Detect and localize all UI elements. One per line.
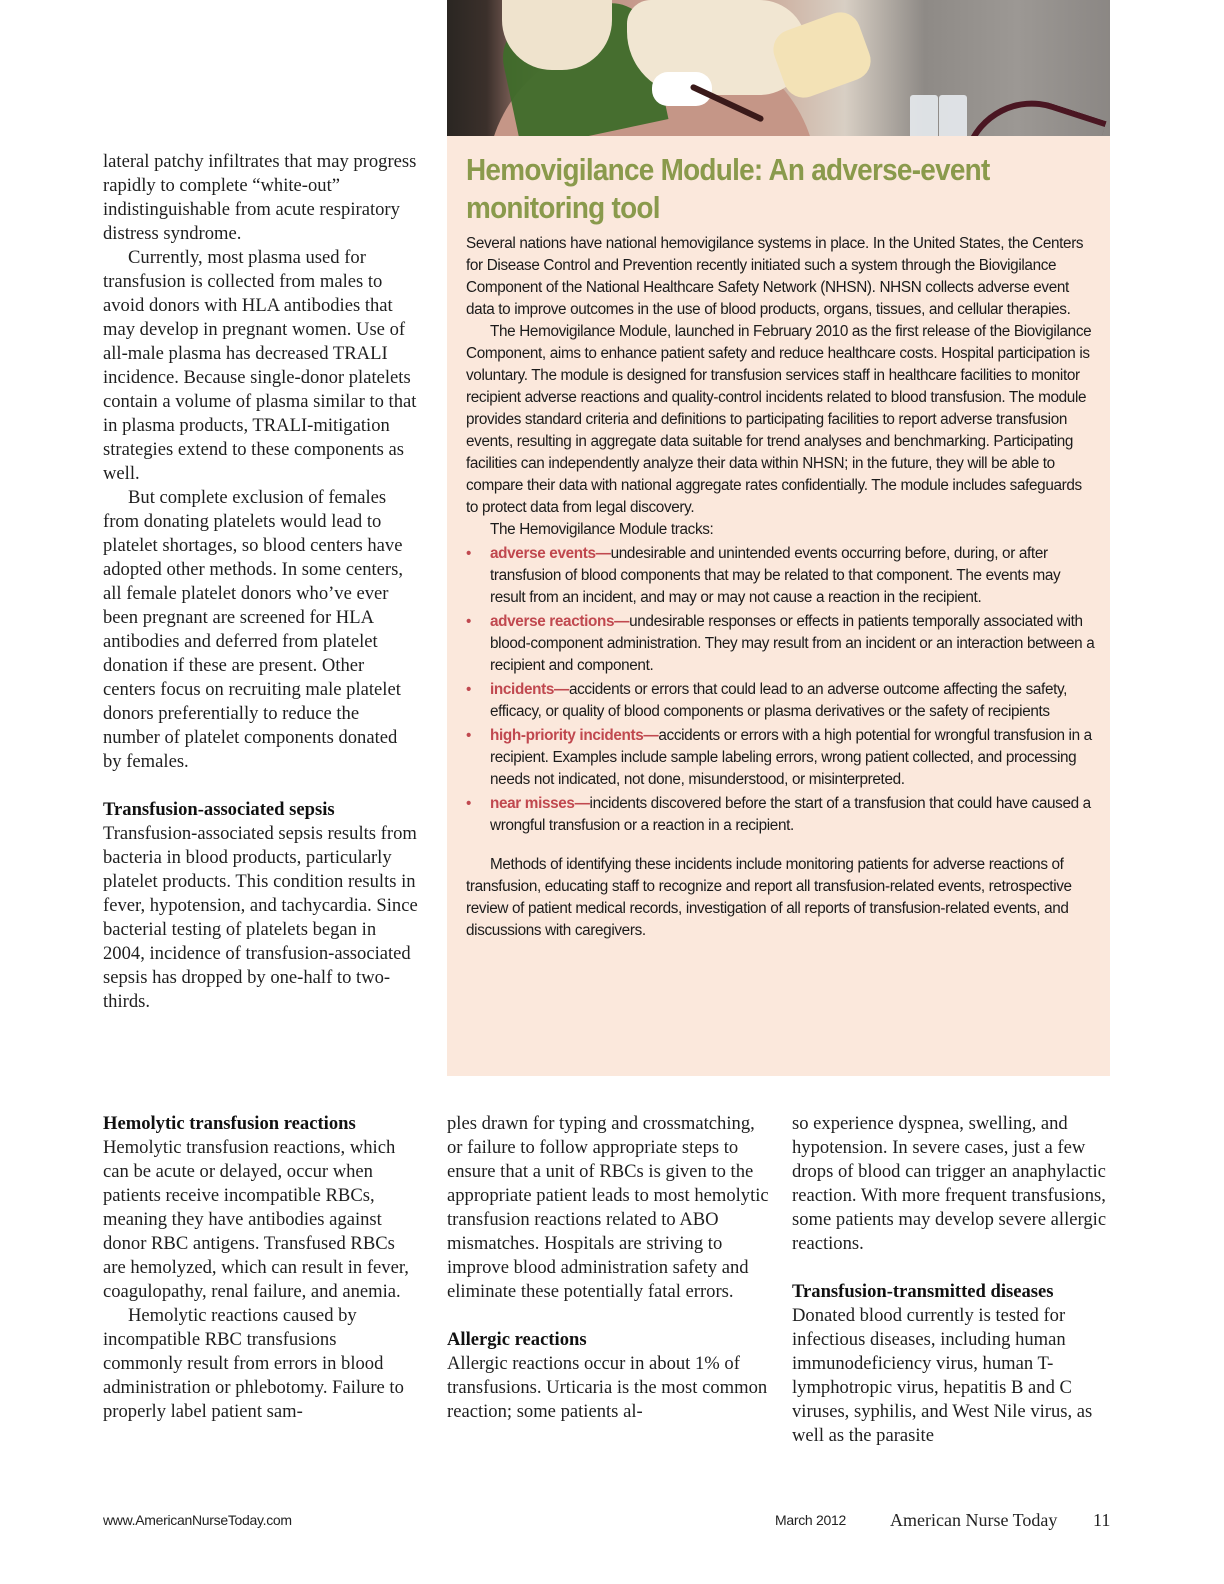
body-paragraph: Hemolytic reactions caused by incompatible RBC transfusions commonly result from errors in blood administration or phlebotomy. Failure to properly label patient sam- bbox=[103, 1305, 404, 1422]
bullet-icon: • bbox=[466, 613, 472, 630]
list-item-term: adverse reactions— bbox=[490, 613, 630, 630]
page-footer bbox=[103, 1512, 1111, 1536]
section-heading-allergic: Allergic reactions bbox=[447, 1329, 587, 1350]
body-paragraph: Hemolytic transfusion reactions, which can be acute or delayed, occur when patients receive incompatible RBCs, meaning they have antibodies against donor RBC antigens. Transfused RBCs are hemolyzed, which can result in fever, coagulopathy, renal failure, and anemia. bbox=[103, 1137, 409, 1302]
page-number: 11 bbox=[1093, 1510, 1111, 1530]
sidebar-intro: Several nations have national hemovigilance systems in place. In the United States, the Centers for Disease Control and Prevention recently initiated such a system through the Biovigilance Component of the National Healthcare Safety Network (NHSN). NHSN collects adverse event data to improve outcomes in the use of blood products, organs, tissues, and cellular therapies. bbox=[466, 235, 1084, 318]
sidebar-title: Hemovigilance Module: An adverse-event monitoring tool bbox=[466, 152, 990, 225]
body-paragraph: Allergic reactions occur in about 1% of transfusions. Urticaria is the most common reaction; some patients al- bbox=[447, 1353, 768, 1422]
list-item-term: near misses— bbox=[490, 795, 590, 812]
list-item-term: adverse events— bbox=[490, 545, 611, 562]
list-item-text: undesirable and unintended events occurring before, during, or after transfusion of blood components that may be related to that component. The events may result from an incident, and may or may not cause a reaction in the recipient. bbox=[490, 545, 1061, 606]
lower-column-1 bbox=[103, 1112, 419, 1424]
list-item bbox=[466, 543, 1096, 609]
photo-vial-shape bbox=[910, 95, 938, 136]
tracked-items-list bbox=[466, 543, 1096, 837]
list-item-text: undesirable responses or effects in patients temporally associated with blood-component administration. They may result from an incident or an interaction between a recipient and component. bbox=[490, 613, 1095, 674]
sidebar-photo bbox=[447, 0, 1110, 136]
section-heading-sepsis: Transfusion-associated sepsis bbox=[103, 799, 335, 820]
list-item-term: incidents— bbox=[490, 681, 569, 698]
list-item bbox=[466, 793, 1096, 837]
sidebar-module-paragraph: The Hemovigilance Module, launched in February 2010 as the first release of the Biovigilance Component, aims to enhance patient safety and reduce healthcare costs. Hospital participation is voluntary. The module is designed for transfusion services staff in healthcare facilities to monitor recipient adverse reactions and quality-control incidents related to blood transfusion. The module provides standard criteria and definitions to participating facilities to report adverse transfusion events, resulting in aggregate data suitable for trend analyses and benchmarking. Participating facilities can independently analyze their data within NHSN; in the future, they will be able to compare their data with national aggregate rates confidentially. The module includes safeguards to protect data from legal discovery. bbox=[466, 323, 1092, 516]
body-paragraph: ples drawn for typing and crossmatching, or failure to follow appropriate steps to ensure that a unit of RBCs is given to the appropriate patient leads to most hemolytic transfusion reactions related to ABO mismatches. Hospitals are striving to improve blood administration safety and eliminate these potentially fatal errors. bbox=[447, 1113, 769, 1302]
left-column-upper bbox=[103, 150, 419, 1014]
bullet-icon: • bbox=[466, 681, 472, 698]
lower-column-3 bbox=[792, 1112, 1112, 1448]
sidebar-body bbox=[466, 233, 1096, 942]
list-item bbox=[466, 611, 1096, 677]
photo-blood-line-shape bbox=[963, 82, 1106, 136]
list-item bbox=[466, 725, 1096, 791]
list-item-text: incidents discovered before the start of a transfusion that could have caused a wrongful transfusion or a reaction in a recipient. bbox=[490, 795, 1091, 834]
bullet-icon: • bbox=[466, 795, 472, 812]
list-item-term: high-priority incidents— bbox=[490, 727, 659, 744]
bullet-icon: • bbox=[466, 727, 472, 744]
sidebar-methods-paragraph: Methods of identifying these incidents include monitoring patients for adverse reactions of transfusion, educating staff to recognize and report all transfusion-related events, retrospective review of patient medical records, investigation of all reports of transfusion-related events, and discussions with caregivers. bbox=[466, 856, 1072, 939]
body-paragraph: so experience dyspnea, swelling, and hypotension. In severe cases, just a few drops of blood can trigger an anaphylactic reaction. With more frequent transfusions, some patients may develop severe allergic reactions. bbox=[792, 1113, 1107, 1254]
body-paragraph: Donated blood currently is tested for infectious diseases, including human immunodeficiency virus, human T-lymphotropic virus, hepatitis B and C viruses, syphilis, and West Nile virus, as well as the parasite bbox=[792, 1305, 1093, 1446]
list-item-text: accidents or errors that could lead to an adverse outcome affecting the safety, efficacy, or quality of blood components or plasma derivatives or the safety of recipients bbox=[490, 681, 1068, 720]
footer-date: March 2012 bbox=[775, 1512, 846, 1528]
list-item bbox=[466, 679, 1096, 723]
footer-magazine-name: American Nurse Today bbox=[890, 1510, 1058, 1530]
sidebar-tracks-lead: The Hemovigilance Module tracks: bbox=[490, 521, 714, 538]
photo-vial-shape bbox=[939, 95, 967, 136]
section-heading-hemolytic: Hemolytic transfusion reactions bbox=[103, 1113, 356, 1134]
lower-column-2 bbox=[447, 1112, 769, 1424]
body-paragraph: Transfusion-associated sepsis results from bacteria in blood products, particularly platelet products. This condition results in fever, hypotension, and tachycardia. Since bacterial testing of platelets began in 2004, incidence of transfusion-associated sepsis has dropped by one-half to two-thirds. bbox=[103, 823, 418, 1012]
body-paragraph: Currently, most plasma used for transfusion is collected from males to avoid donors with HLA antibodies that may develop in pregnant women. Use of all-male plasma has decreased TRALI incidence. Because single-donor platelets contain a volume of plasma similar to that in plasma products, TRALI-mitigation strategies extend to these components as well. bbox=[103, 247, 417, 484]
list-item-text: accidents or errors with a high potential for wrongful transfusion in a recipient. Examples include sample labeling errors, wrong patient collected, and processing needs not indicated, not done, misunderstood, or misinterpreted. bbox=[490, 727, 1092, 788]
body-paragraph: lateral patchy infiltrates that may progress rapidly to complete “white-out” indistinguishable from acute respiratory distress syndrome. bbox=[103, 151, 417, 244]
section-heading-transmitted-diseases: Transfusion-transmitted diseases bbox=[792, 1281, 1054, 1302]
footer-url: www.AmericanNurseToday.com bbox=[103, 1512, 292, 1528]
body-paragraph: But complete exclusion of females from donating platelets would lead to platelet shortages, so blood centers have adopted other methods. In some centers, all female platelet donors who’ve ever been pregnant are screened for HLA antibodies and deferred from platelet donation if these are present. Other centers focus on recruiting male platelet donors preferentially to reduce the number of platelet components donated by females. bbox=[103, 487, 403, 772]
bullet-icon: • bbox=[466, 545, 472, 562]
